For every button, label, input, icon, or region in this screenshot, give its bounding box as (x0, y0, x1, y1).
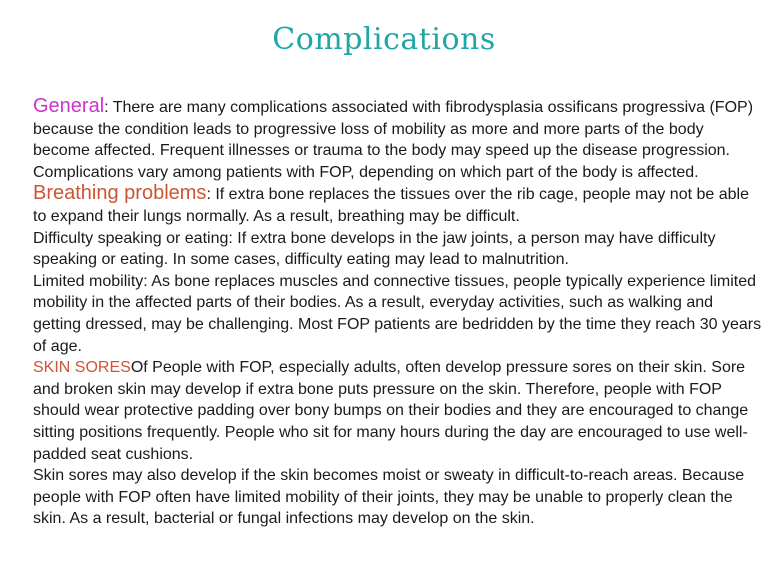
breathing-text: : If extra bone replaces the tissues over the rib cage, people may not be able to expand their lungs normally. As a result, breathing may be difficult. (33, 186, 749, 225)
skin-moist-paragraph: Skin sores may also develop if the skin becomes moist or sweaty in difficult-to-reach areas. Because people with FOP often have limited mobility of their joints, they may be unable to properly clean the skin. As a result, bacterial or fungal infections may develop on the skin. (33, 467, 745, 528)
general-text: : There are many complications associated with fibrodysplasia ossificans progressiva (FOP) because the condition leads to progressive loss of mobility as more and more parts of the body become affected. Frequent illnesses or trauma to the body may speed up the disease progression. Complications vary among patients with FOP, depending on which part of the body is affected. (33, 99, 754, 181)
skin-text: Of People with FOP, especially adults, often develop pressure sores on their skin. Sore and broken skin may develop if extra bone puts pressure on the skin. Therefore, people with FOP should wear protective padding over bony bumps on their bodies and they are encouraged to change sitting positions frequently. People who sit for many hours during the day are encouraged to use well-padded seat cushions. (33, 359, 749, 463)
slide-content (33, 96, 763, 530)
breathing-heading: Breathing problems (33, 182, 207, 205)
skin-heading: SKIN SORES (33, 359, 131, 377)
speaking-paragraph: Difficulty speaking or eating: If extra bone develops in the jaw joints, a person may have difficulty speaking or eating. In some cases, difficulty eating may lead to malnutrition. (33, 229, 716, 269)
mobility-paragraph: Limited mobility: As bone replaces muscles and connective tissues, people typically experience limited mobility in the affected parts of their bodies. As a result, everyday activities, such as walking and getting dressed, may be challenging. Most FOP patients are bedridden by the time they reach 30 years of age. (33, 272, 762, 355)
breathing-paragraph (33, 183, 763, 227)
general-paragraph (33, 96, 763, 183)
slide-title: Complications (272, 22, 496, 57)
general-heading: General (33, 95, 105, 117)
skin-paragraph (33, 357, 763, 465)
